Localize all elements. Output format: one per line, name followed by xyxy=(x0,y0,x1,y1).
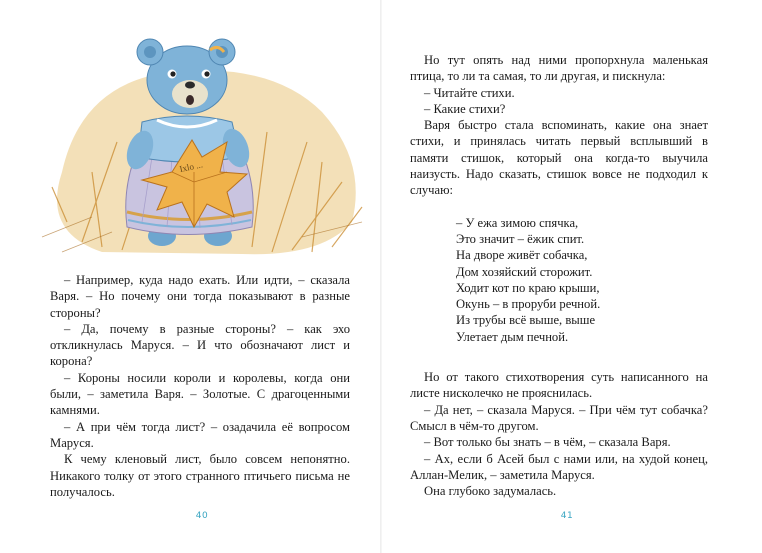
paragraph: – Вот только бы знать – в чём, – сказала Варя. xyxy=(424,435,671,450)
paragraph: К чему кленовый лист, было совсем непонятно. Никакого толку от этого странного птичьего письма не получалось. xyxy=(50,452,350,499)
paragraph: – Короны носили короли и королевы, когда они были, – заметила Варя. – Золотые. С драгоценными камнями. xyxy=(50,370,350,418)
poem-line: Ходит кот по краю крыши, xyxy=(456,280,600,295)
paragraph: Варя быстро стала вспоминать, какие она знает стихи, и принялась читать первый всплывший в памяти стишок, который она когда-то выучила наизусть. Надо сказать, стишок вовсе не подходил к случаю: xyxy=(410,118,708,198)
paragraph: Но от такого стихотворения суть написанного на листе нисколечко не прояснилась. xyxy=(410,370,708,401)
poem xyxy=(410,215,708,345)
paragraph: – Читайте стихи. xyxy=(424,85,515,100)
poem-line: – У ежа зимою спячка, xyxy=(456,215,579,230)
paragraph: – А при чём тогда лист? – озадачила её вопросом Маруся. xyxy=(50,419,350,450)
poem-line: На дворе живёт собачка, xyxy=(456,248,588,263)
page-number: 41 xyxy=(560,511,574,521)
right-page xyxy=(381,0,762,553)
right-page-text xyxy=(410,52,708,499)
paragraph: – Ах, если б Асей был с нами или, на худой конец, Аллан-Мелик, – заметила Маруся. xyxy=(410,451,708,482)
paragraph: Она глубоко задумалась. xyxy=(424,484,557,499)
paragraph: – Да нет, – сказала Маруся. – При чём тут собачка? Смысл в чём-то другом. xyxy=(410,402,708,433)
paragraph: – Какие стихи? xyxy=(424,101,506,116)
paragraph: Но тут опять над ними пропорхнула маленькая птица, то ли та самая, то ли другая, и пискнула: xyxy=(410,53,708,84)
spacer xyxy=(410,199,708,215)
leaf-inscription: Ixlo ... xyxy=(178,159,204,175)
poem-line: Из трубы всё выше, выше xyxy=(456,313,596,328)
spacer xyxy=(410,345,708,369)
poem-line: Окунь – в проруби речной. xyxy=(456,297,601,312)
paragraph: – Например, куда надо ехать. Или идти, – сказала Варя. – Но почему они тогда показывают в разные стороны? xyxy=(50,273,350,320)
poem-line: Дом хозяйский сторожит. xyxy=(456,264,593,279)
bear-illustration xyxy=(22,22,372,262)
paragraph: – Да, почему в разные стороны? – как эхо откликнулась Маруся. – И что обозначают лист и корона? xyxy=(50,321,350,369)
page-number: 40 xyxy=(195,511,209,521)
left-page-text xyxy=(50,272,350,500)
poem-line: Улетает дым печной. xyxy=(456,329,569,344)
poem-line: Это значит – ёжик спит. xyxy=(456,231,585,246)
